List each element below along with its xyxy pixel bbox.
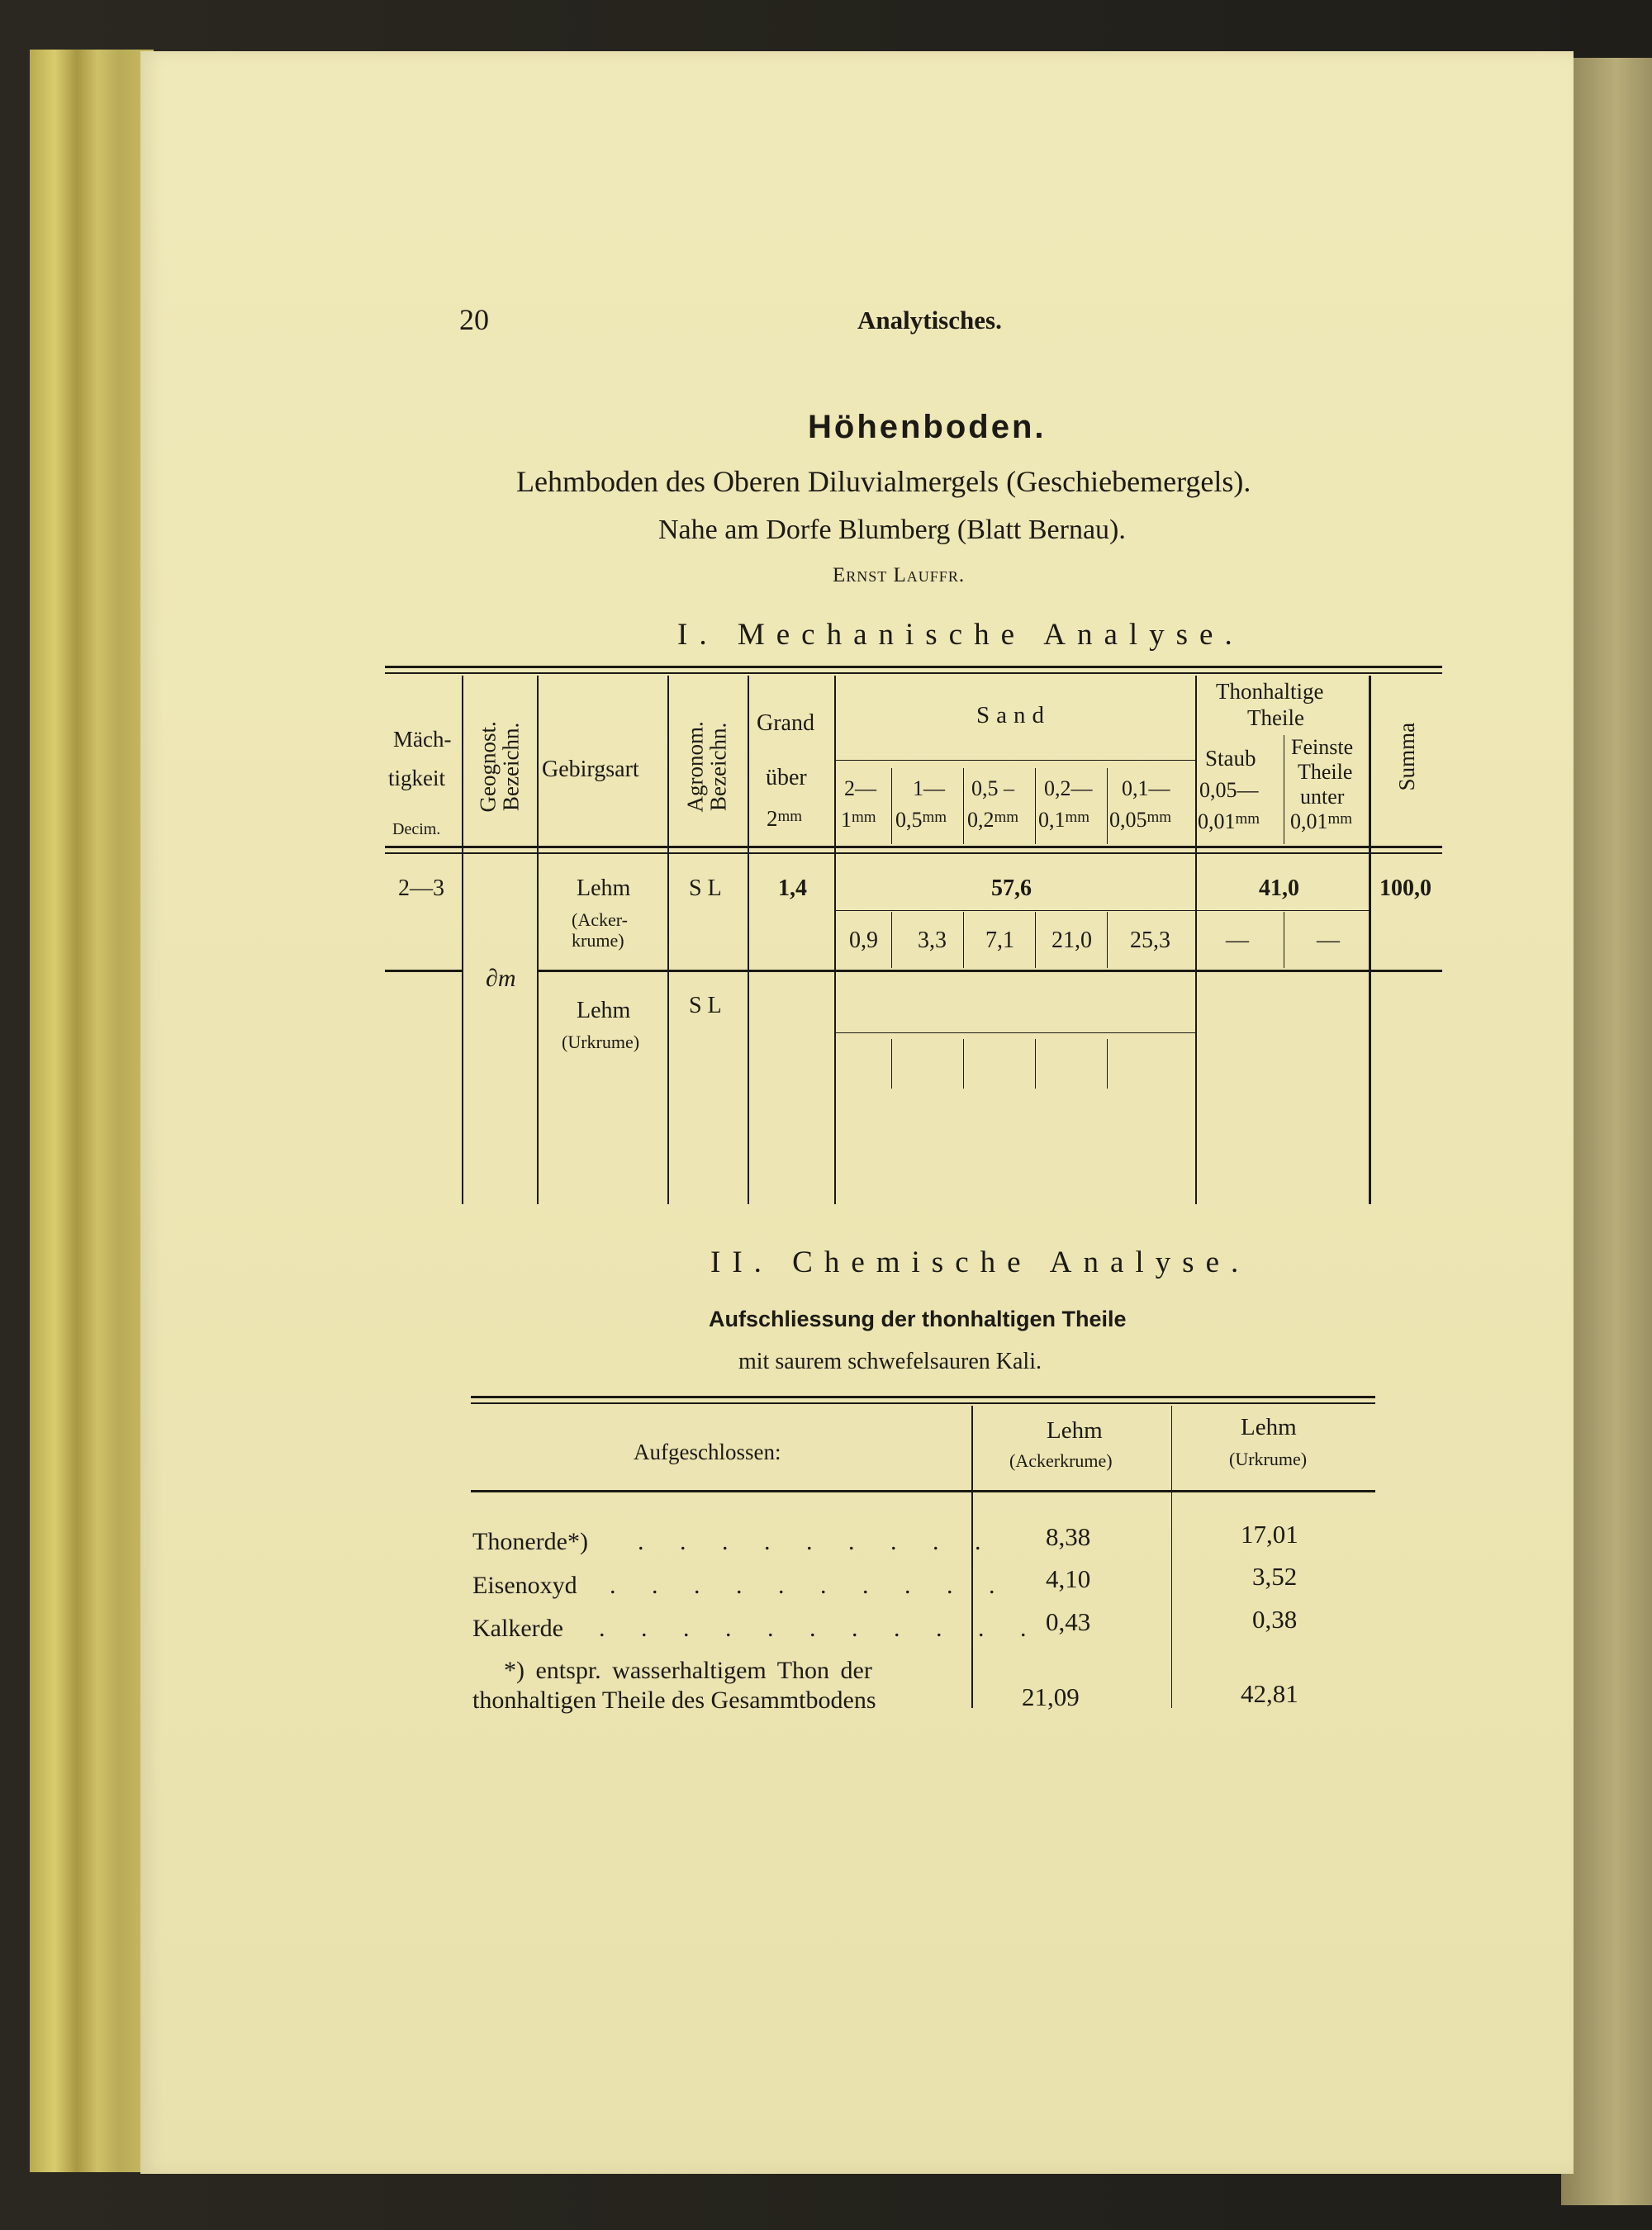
sand-sub-3-bot — [967, 809, 1018, 831]
sand-sub-5-top: 0,1— — [1122, 776, 1170, 800]
u: mm — [994, 809, 1019, 826]
v: 0,1 — [1038, 808, 1066, 832]
row1-feinste: — — [1317, 928, 1340, 953]
row2-gebirgsart-sub: (Urkrume) — [562, 1032, 640, 1052]
sand-sub-2-top: 1— — [913, 776, 945, 800]
v: 0,01 — [1198, 809, 1236, 833]
section2-subheading-2: mit saurem schwefelsauren Kali. — [738, 1349, 1042, 1374]
table-top-rule-2 — [385, 672, 1442, 674]
sand-sub-1-top: 2— — [844, 776, 876, 800]
header-grand: Grand — [757, 710, 814, 736]
row1-sub-rule-thon — [1195, 910, 1369, 911]
sand-sub-4-bot — [1038, 809, 1089, 831]
col-sep — [537, 676, 539, 1204]
col-sep — [748, 676, 749, 1204]
header-maechtigkeit-2: tigkeit — [388, 766, 445, 790]
chem-header-rule — [471, 1490, 1375, 1492]
col-sep-sub — [891, 768, 892, 844]
row1-sep — [891, 912, 892, 968]
running-title: Analytisches. — [857, 306, 1002, 334]
chem-row-kalkerde-label: Kalkerde — [472, 1615, 563, 1642]
row1-agronom: S L — [689, 875, 722, 901]
row1-sand-02-01: 21,0 — [1051, 928, 1092, 953]
header-staub-bot — [1198, 811, 1260, 833]
book-page-edges-right — [1561, 58, 1652, 2205]
row1-sep — [963, 912, 964, 968]
chem-col1-title: Lehm — [1047, 1417, 1103, 1444]
chem-footnote-v1: 21,09 — [1022, 1682, 1080, 1711]
header-agronom-1: Agronom. — [682, 721, 708, 813]
header-feinste-4 — [1290, 811, 1352, 833]
header-grand-2: über — [766, 765, 807, 790]
header-bottom-rule — [385, 846, 1442, 848]
row1-gebirgsart-sub1: (Acker- — [572, 909, 628, 930]
header-summa — [1395, 711, 1418, 802]
section1-heading: I. Mechanische Analyse. — [677, 618, 1244, 652]
chem-col-sep-1 — [971, 1406, 973, 1708]
row1-thon-total: 41,0 — [1259, 875, 1299, 901]
row1-sand-total: 57,6 — [991, 875, 1032, 901]
chem-row-eisenoxyd-v2: 3,52 — [1252, 1562, 1298, 1591]
col-sep — [834, 676, 836, 1204]
sand-sub-5-bot — [1109, 809, 1171, 831]
sand-sub-2-bot — [895, 809, 947, 831]
chem-col2-title: Lehm — [1241, 1414, 1297, 1440]
header-theile: Theile — [1247, 705, 1304, 730]
chem-col-sep-2 — [1171, 1406, 1172, 1708]
book-page-edges-left — [30, 50, 154, 2172]
u: mm — [852, 809, 876, 826]
summa-label: Summa — [1393, 722, 1419, 791]
chem-row-eisenoxyd-label: Eisenoxyd — [472, 1572, 577, 1599]
section2-subheading: Aufschliessung der thonhaltigen Theile — [709, 1307, 1127, 1331]
row1-gebirgsart-sub2: krume) — [572, 930, 624, 951]
row1-depth: 2—3 — [398, 875, 444, 901]
row1-sub-rule — [834, 910, 1195, 911]
chem-row-thonerde-dots: . . . . . . . . . — [638, 1528, 996, 1555]
v: 1 — [841, 808, 852, 832]
chem-row-eisenoxyd-v1: 4,10 — [1046, 1564, 1091, 1593]
sand-sub-rule — [834, 760, 1195, 761]
col-sep — [1369, 676, 1371, 1204]
sand-sub-1-bot — [841, 809, 876, 831]
row1-sand-2-1: 0,9 — [849, 928, 878, 953]
subtitle: Lehmboden des Oberen Diluvialmergels (Geschiebemergels). — [516, 465, 1251, 498]
u: mm — [1146, 809, 1172, 826]
sand-sub-4-top: 0,2— — [1044, 776, 1093, 800]
header-thonhaltige: Thonhaltige — [1216, 679, 1324, 704]
row2-sub-rule — [834, 1032, 1195, 1033]
chem-row-kalkerde-dots: . . . . . . . . . . . — [599, 1615, 1042, 1642]
header-geognost-2: Bezeichn. — [499, 722, 524, 811]
row1-staub: — — [1226, 928, 1249, 953]
row-rule-right — [537, 970, 1442, 972]
row1-sep — [1035, 912, 1036, 968]
grand-unit: mm — [777, 808, 803, 825]
row2-agronom: S L — [689, 993, 722, 1018]
col-sep — [667, 676, 669, 1204]
author: Ernst Lauffr. — [833, 564, 966, 586]
row2-sep — [1107, 1039, 1108, 1089]
chem-row-kalkerde-v2: 0,38 — [1252, 1605, 1298, 1634]
v: 0,2 — [967, 808, 995, 832]
sand-sub-3-top: 0,5 – — [971, 776, 1014, 800]
row1-sand-01-005: 25,3 — [1130, 928, 1170, 953]
row1-gebirgsart: Lehm — [577, 875, 631, 901]
row-rule-left — [385, 970, 462, 972]
header-staub: Staub — [1205, 746, 1256, 771]
chem-row-thonerde-v2: 17,01 — [1241, 1520, 1298, 1549]
chem-top-rule — [471, 1396, 1375, 1398]
u: mm — [922, 809, 947, 826]
header-gebirgsart: Gebirgsart — [542, 757, 639, 782]
header-sand: Sand — [976, 702, 1051, 728]
col-sep-sub — [1035, 768, 1036, 844]
header-staub-range: 0,05— — [1199, 778, 1259, 802]
book-page — [140, 51, 1574, 2174]
row2-gebirgsart: Lehm — [577, 998, 631, 1023]
header-bottom-rule-2 — [385, 852, 1442, 854]
row1-sand-05-02: 7,1 — [985, 928, 1014, 953]
page-title: Höhenboden. — [808, 409, 1047, 445]
row1-sep — [1107, 912, 1108, 968]
header-agronom-2: Bezeichn. — [706, 722, 731, 811]
chem-footnote-2: thonhaltigen Theile des Gesammtbodens — [472, 1687, 876, 1714]
u: mm — [1235, 810, 1260, 828]
grand-value: 2 — [767, 806, 778, 831]
row2-sep — [1035, 1039, 1036, 1089]
chem-row-thonerde-label: Thonerde*) — [472, 1528, 588, 1555]
col-sep-sub — [963, 768, 964, 844]
header-maechtigkeit: Mäch- — [393, 727, 452, 752]
chem-row-thonerde-v1: 8,38 — [1046, 1522, 1091, 1551]
chem-col1-sub: (Ackerkrume) — [1009, 1450, 1113, 1471]
chem-top-rule-2 — [471, 1402, 1375, 1404]
row1-sand-1-05: 3,3 — [918, 928, 947, 953]
geognost-symbol: ∂m — [486, 965, 516, 992]
col-sep-sub — [1107, 768, 1108, 844]
header-feinste: Feinste — [1291, 735, 1354, 759]
chem-col-label: Aufgeschlossen: — [634, 1440, 781, 1464]
u: mm — [1065, 809, 1090, 826]
chem-footnote-1: *) entspr. wasserhaltigem Thon der — [504, 1657, 872, 1684]
table-top-rule — [385, 666, 1442, 668]
row2-sep — [963, 1039, 964, 1089]
header-feinste-3: unter — [1300, 785, 1345, 809]
row1-summa: 100,0 — [1379, 875, 1431, 901]
header-grand-3 — [767, 808, 802, 830]
v: 0,05 — [1109, 808, 1147, 832]
v: 0,5 — [895, 808, 923, 832]
location: Nahe am Dorfe Blumberg (Blatt Bernau). — [658, 515, 1126, 545]
header-decim: Decim. — [392, 820, 441, 838]
header-geognost — [477, 700, 524, 833]
v: 0,01 — [1290, 809, 1328, 833]
page-number: 20 — [459, 303, 489, 336]
chem-footnote-v2: 42,81 — [1241, 1679, 1298, 1708]
chem-row-kalkerde-v1: 0,43 — [1046, 1607, 1091, 1636]
row2-sep — [891, 1039, 892, 1089]
header-feinste-2: Theile — [1298, 760, 1353, 784]
col-sep — [462, 676, 463, 1204]
u: mm — [1327, 810, 1353, 828]
header-agronom — [684, 700, 731, 833]
col-sep — [1195, 676, 1197, 1204]
chem-col2-sub: (Urkrume) — [1229, 1449, 1308, 1469]
row1-grand: 1,4 — [778, 875, 807, 901]
header-geognost-1: Geognost. — [475, 721, 501, 813]
section2-heading: II. Chemische Analyse. — [710, 1245, 1251, 1279]
chem-row-eisenoxyd-dots: . . . . . . . . . . — [610, 1572, 1010, 1599]
